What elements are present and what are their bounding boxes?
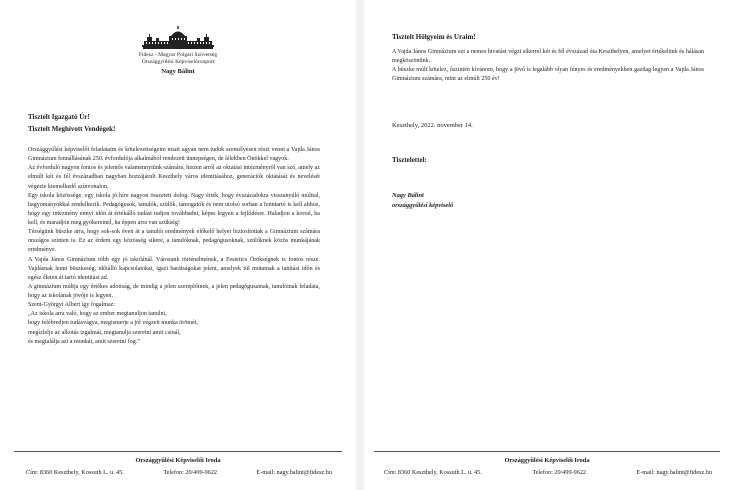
quote-line: megízlelje az alkotás izgalmát, megtanulja szeretni amit csinál, [28, 329, 181, 336]
paragraph: Térségünk büszke arra, hogy sok-sok éven át a tanulói eredmények előkelő helyet biztosítottak a Gimnázium számára országos szinten is. Ez az érdem egy közösség sikere, a tanulóknak, pedagógusoknak, szülőknek közös munkájának eredménye. [28, 229, 320, 254]
footer-office: Országgyűlési Képviselői Iroda [504, 457, 590, 464]
salutation-line: Tisztelt Hölgyeim és Uraim! [392, 33, 476, 41]
closing-phrase: Tisztelettel: [392, 156, 427, 164]
page-footer [0, 451, 356, 477]
signature-role: országgyűlési képviselő [392, 202, 454, 209]
parliament-building-icon [141, 26, 215, 52]
footer-office: Országgyűlési Képviselői Iroda [135, 457, 221, 464]
paragraph: A Vajda János Gimnázium több egy jó iskolánál. Városunk történelmének, a Festetics Örökségnek is fontos része. Vajdásnak lenni büszkeség, időtálló kapcsolatokat, igazi barátságokat jelent, amelyek túl mutatnak a tanítási időn és egész életen át tartó identitást ad. [28, 256, 320, 281]
salutation-line: Tisztelt Igazgató Úr! [28, 113, 90, 121]
footer-email: E-mail: nagy.balint@fidesz.hu [636, 469, 712, 476]
page-gutter [356, 0, 364, 490]
footer-address: Cím: 8360 Keszthely, Kossuth L. u. 45. [384, 469, 482, 476]
group-name: Országgyűlési Képviselőcsoport [141, 59, 215, 65]
quote-line: és megtalálja azt a munkát, amit szeretni fog.” [28, 338, 140, 345]
letter-page-2 [364, 0, 730, 490]
footer-contact [0, 469, 356, 477]
letter-date: Keszthely, 2022. november 14. [392, 122, 473, 129]
paragraph: A Vajda János Gimnázium ezt a nemes hivatást végzi sikerrel két és fél évszázad óta Keszthelyen, amelyet értékelünk és hálásan megköszönünk. [392, 49, 704, 65]
letter-body [28, 146, 320, 347]
salutation-block [28, 111, 115, 135]
letter-page-1 [0, 0, 356, 490]
letter-body [392, 48, 704, 84]
footer-divider [14, 451, 342, 452]
paragraph: Országgyűlési képviselői feladataim és kötelezettségeim miatt ugyan nem tudok személyesen részt venni a Vajda János Gimnázium fennállásának 250. évfordulója alkalmából rendezett ünnepségen, de lélekben Önökkel vagyok. [28, 147, 320, 163]
signature-name: Nagy Bálint [392, 192, 424, 199]
paragraph: Egy iskola közössége, egy iskola jó híre nagyon összetett dolog. Nagy érték, hogy évszázadokra visszanyúló múlttal, hagyományokkal rendelkezik. Pedagógusok, tanulók, szülők, támogatók és nem utolsó sorban a fenntartó is kell ahhoz, hogy egy intézmény ennyi időn át értékálló tudást tudjon továbbadni, képes legyen a fejlődésre. Haladjon a korral, ha kell, és maradjon meg gyökereinél, ha éppen arra van szükség! [28, 192, 320, 226]
paragraph: Szent-Györgyi Albert így fogalmaz: [28, 302, 116, 309]
quote-line: „Az iskola arra való, hogy az ember megtanuljon tanulni, [28, 311, 167, 318]
quote-line: hogy felébredjen tudásvágya, megismerje a jól végzett munka örömét, [28, 320, 198, 327]
letterhead [0, 26, 356, 76]
footer-email: E-mail: nagy.balint@fidesz.hu [256, 469, 332, 476]
sender-name: Nagy Bálint [161, 68, 195, 75]
paragraph: A büszke múlt kötelez, őszintén kívánom, hogy a jövő is legalább olyan fényes és eredményekben gazdag legyen a Vajda János Gimnázium számára, mint az elmúlt 250 év! [392, 67, 704, 83]
footer-divider [374, 451, 720, 452]
paragraph: A gimnázium múltja egy értékes adottság, de mindig a jelen szereplőinek, a jelen pedagógusainak, tanulóinak feladata, hogy az iskolának jövője is legyen. [28, 283, 320, 299]
footer-contact [364, 469, 730, 477]
party-name: Fidesz - Magyar Polgári Szövetség [138, 52, 218, 58]
salutation-line: Tisztelt Meghívott Vendégek! [28, 125, 116, 133]
page-footer [364, 451, 730, 477]
paragraph: Az évforduló nagyon fontos és jelentős valamennyiünk számára, hiszen arról az oktatási intézményről van szó, amely az elmúlt két és fél évszázadban nagyban hozzájárult Keszthely város identitásához, generációk oktatását és nevelését végezte kiemelkedő színvonalon. [28, 165, 320, 190]
footer-address: Cím: 8360 Keszthely, Kossuth L. u. 45. [26, 469, 124, 476]
footer-phone: Telefon: 20/499-9622 [163, 469, 218, 476]
footer-phone: Telefon: 20/499-9622 [532, 469, 587, 476]
